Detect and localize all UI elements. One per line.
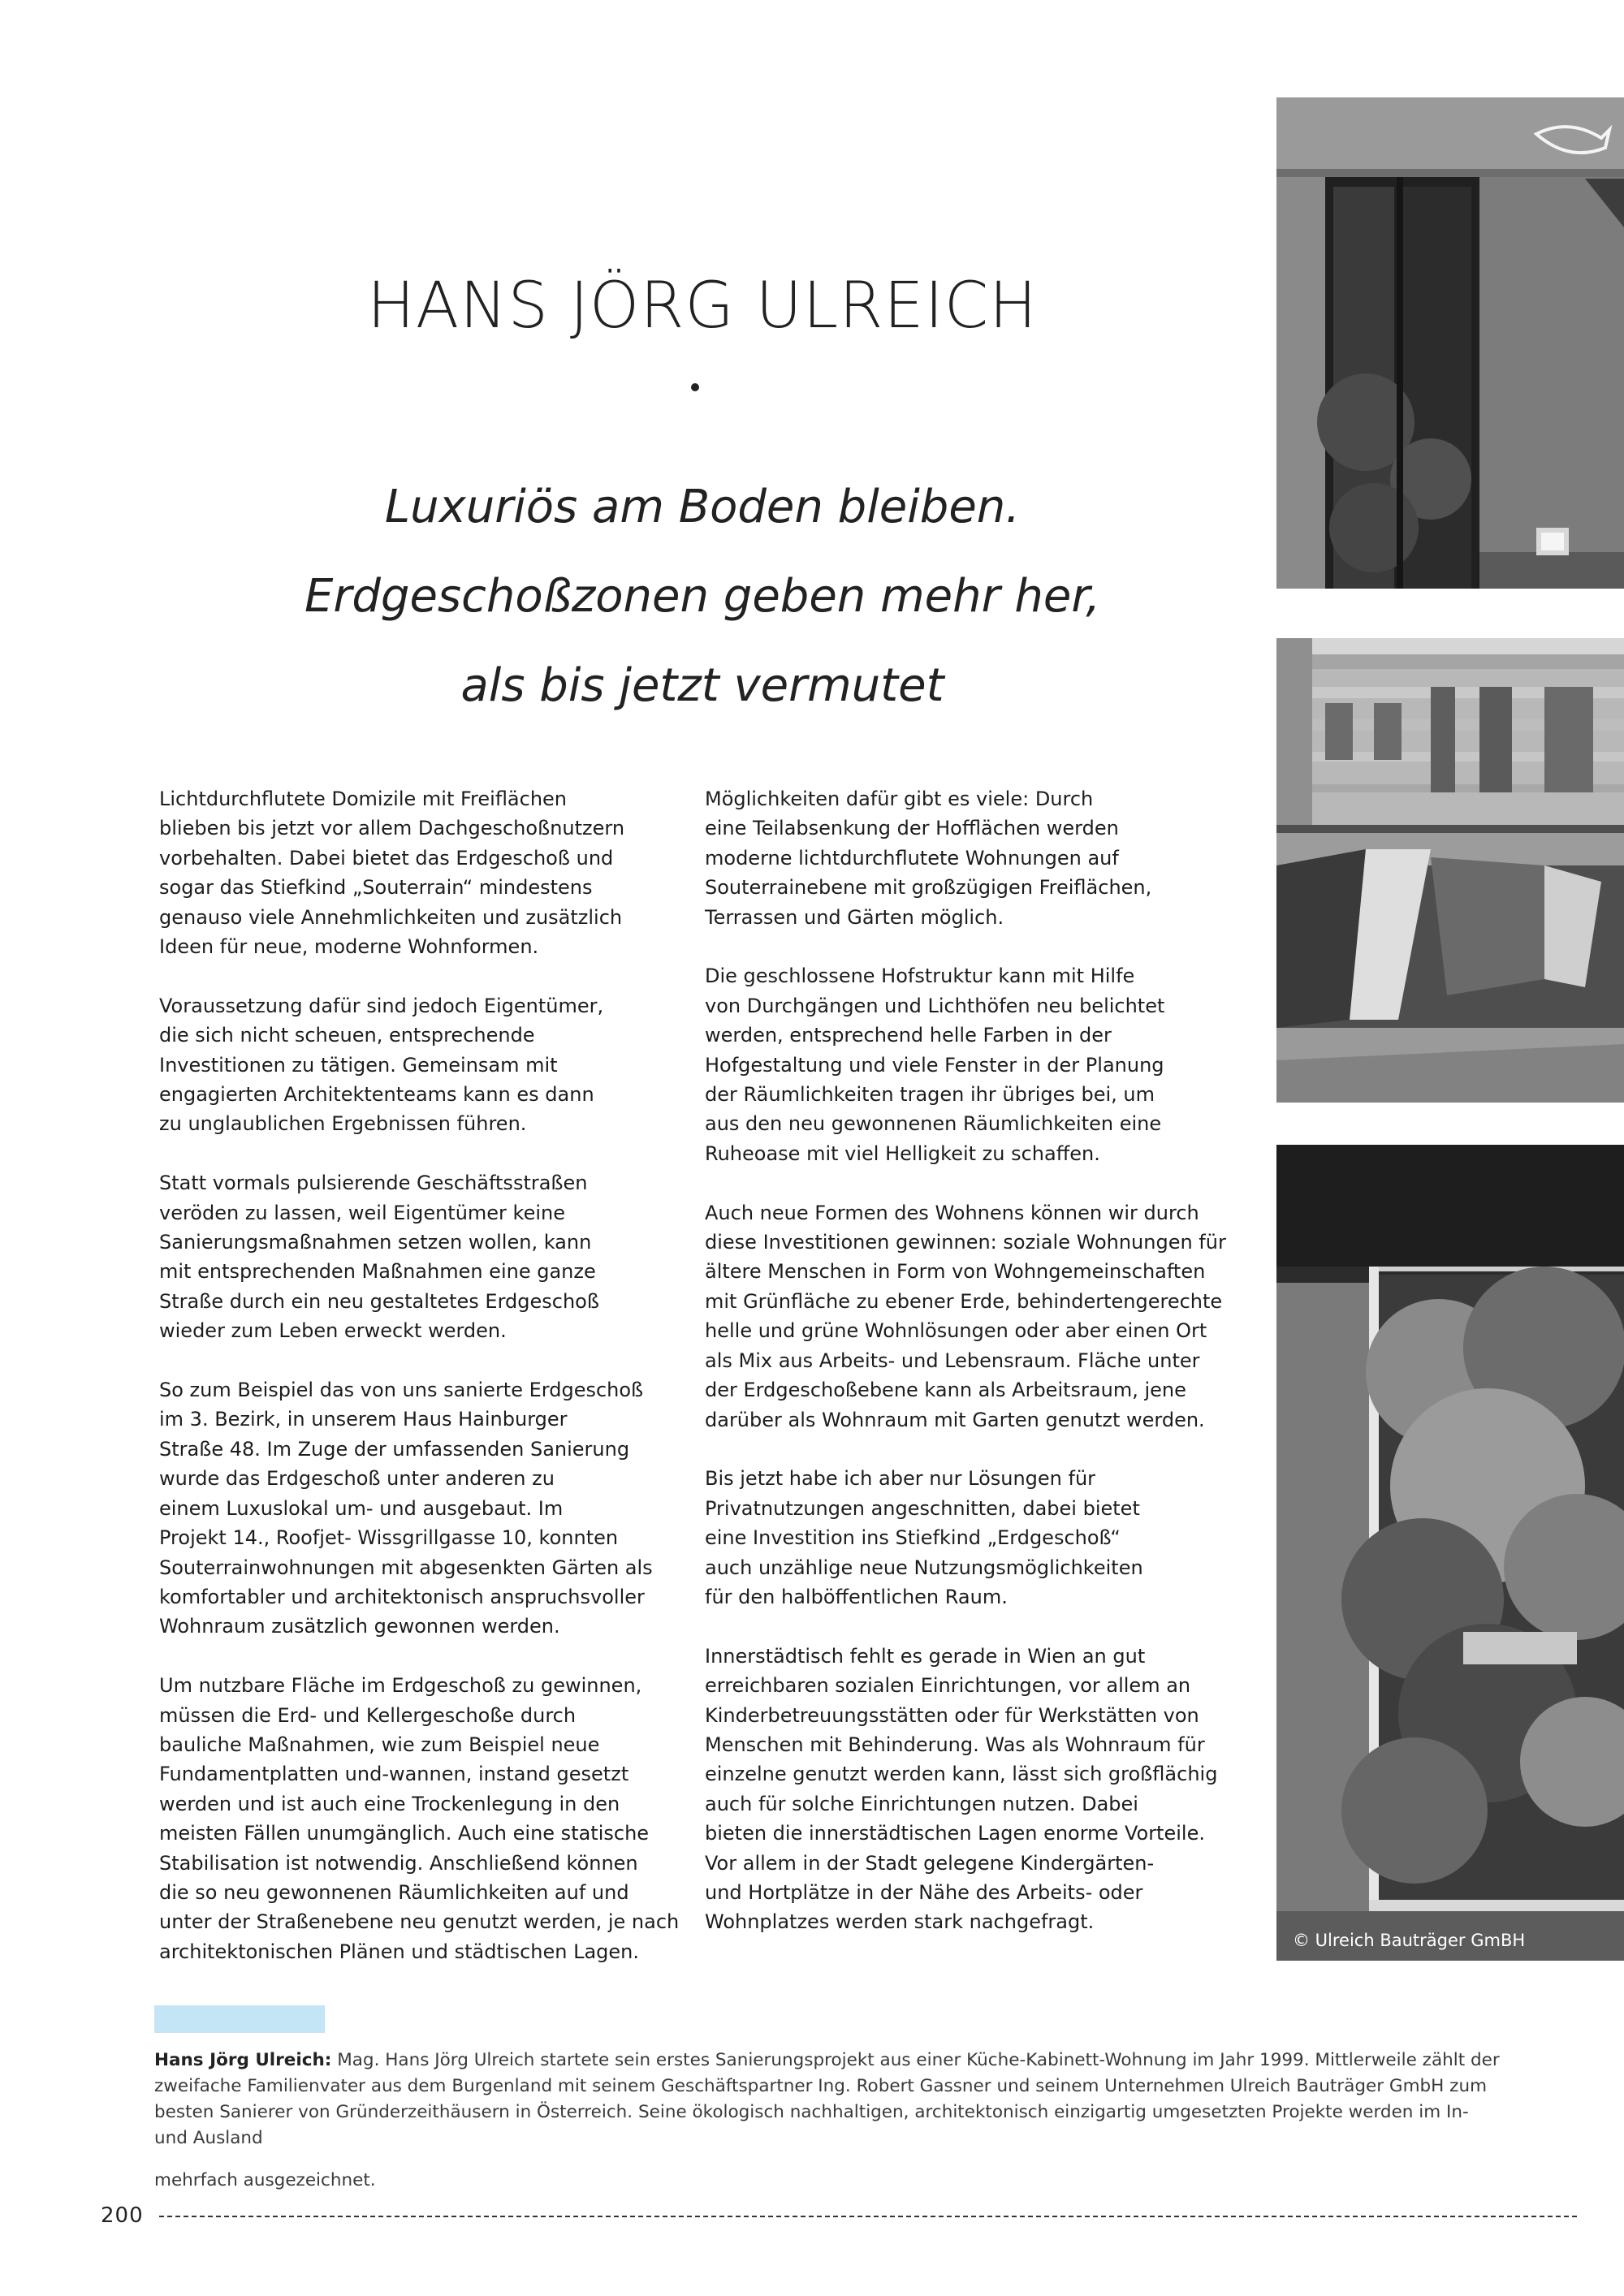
garden-window-photo [1276,1145,1624,1961]
paragraph: So zum Beispiel das von uns sanierte Erdgeschoß im 3. Bezirk, in unserem Haus Hainburger Straße 48. Im Zuge der umfassenden Sanierung wurde das Erdgeschoß unter anderen zu einem Luxuslokal um- und ausgebaut. Im Projekt 14., Roofjet- Wissgrillgasse 10, konnten Souterrainwohnungen mit abgesenkten Gärten als komfortabler und architektonisch anspruchsvoller Wohnraum zusätzlich gewonnen werden. [159,1379,653,1638]
paragraph: Bis jetzt habe ich aber nur Lösungen für Privatnutzungen angeschnitten, dabei bietet eine Investition ins Stiefkind „Erdgeschoß“ auch unzählige neue Nutzungsmöglichkeiten für den halböffentlichen Raum. [705,1467,1143,1608]
footer-dashed-rule [159,2216,1577,2217]
paragraph: Statt vormals pulsierende Geschäftsstraßen veröden zu lassen, weil Eigentümer keine Sanierungsmaßnahmen setzen wollen, kann mit entsprechenden Maßnahmen eine ganze Straße durch ein neu gestaltetes Erdgeschoß wieder zum Leben erweckt werden. [159,1172,599,1343]
paragraph: Möglichkeiten dafür gibt es viele: Durch eine Teilabsenkung der Hofflächen werden moderne lichtdurchflutete Wohnungen auf Souterrainebene mit großzügigen Freiflächen, Terrassen und Gärten möglich. [705,788,1152,929]
title-dot [691,383,699,391]
paragraph: Um nutzbare Fläche im Erdgeschoß zu gewinnen, müssen die Erd- und Kellergeschoße durch bauliche Maßnahmen, wie zum Beispiel neue Fundamentplatten und-wannen, instand gesetzt werden und ist auch eine Trockenlegung in den meisten Fällen unumgänglich. Auch eine statische Stabilisation ist notwendig. Anschließend können die so neu gewonnenen Räumlichkeiten auf und unter der Straßenebene neu genutzt werden, je nach architektonischen Plänen und städtischen Lagen. [159,1674,680,1963]
bio-name: Hans Jörg Ulreich: [154,2050,332,2070]
storefront-door-photo [1276,97,1624,589]
accent-bar [154,2005,325,2033]
subtitle [162,463,1242,731]
paragraph: Die geschlossene Hofstruktur kann mit Hilfe von Durchgängen und Lichthöfen neu belichtet werden, entsprechend helle Farben in der Hofgestaltung und viele Fenster in der Planung der Räumlichkeiten tragen ihr übriges bei, um aus den neu gewonnenen Räumlichkeiten eine Ruheoase mit viel Helligkeit zu schaffen. [705,965,1165,1165]
paragraph: Voraussetzung dafür sind jedoch Eigentümer, die sich nicht scheuen, entsprechende Investitionen zu tätigen. Gemeinsam mit engagierten Architektenteams kann es dann zu unglaublichen Ergebnissen führen. [159,994,604,1136]
subtitle-line: als bis jetzt vermutet [460,659,944,712]
paragraph: Lichtdurchflutete Domizile mit Freiflächen blieben bis jetzt vor allem Dachgeschoßnutzern vorbehalten. Dabei bietet das Erdgeschoß und sogar das Stiefkind „Souterrain“ mindestens genauso viele Annehmlichkeiten und zusätzlich Ideen für neue, moderne Wohnformen. [159,788,625,959]
facade-basement-photo [1276,638,1624,1103]
page-title: HANS JÖRG ULREICH [367,270,1038,343]
article-left-column [159,784,744,1996]
page-number: 200 [101,2203,144,2228]
bio-text: Mag. Hans Jörg Ulreich startete sein erstes Sanierungsprojekt aus einer Küche-Kabinett-Wohnung im Jahr 1999. Mittlerweile zählt der zweifache Familienvater aus dem Burgenland mit seinem Geschäftspartner Ing. Robert Gassner und seinem Unternehmen Ulreich Bauträger GmbH zum besten Sanierer von Gründerzeithäusern in Österreich. Seine ökologisch nachhaltigen, architektonisch einzigartig umgesetzten Projekte werden im In- und Ausland [154,2050,1500,2148]
paragraph: Innerstädtisch fehlt es gerade in Wien an gut erreichbaren sozialen Einrichtungen, vor allem an Kinderbetreuungsstätten oder für Werkstätten von Menschen mit Behinderung. Was als Wohnraum für einzelne genutzt werden kann, lässt sich großflächig auch für solche Einrichtungen nutzen. Dabei bieten die innerstädtischen Lagen enorme Vorteile. Vor allem in der Stadt gelegene Kindergärten- und Hortplätze in der Nähe des Arbeits- oder Wohnplatzes werden stark nachgefragt. [705,1644,1218,1934]
subtitle-line: Erdgeschoßzonen geben mehr her, [304,570,1101,623]
paragraph: Auch neue Formen des Wohnens können wir durch diese Investitionen gewinnen: soziale Wohnungen für ältere Menschen in Form von Wohngemeinschaften mit Grünfläche zu ebener Erde, behindertengerechte helle und grüne Wohnlösungen oder aber einen Ort als Mix aus Arbeits- und Lebensraum. Fläche unter der Erdgeschoßebene kann als Arbeitsraum, jene darüber als Wohnraum mit Garten genutzt werden. [705,1201,1226,1431]
photo-credit: © Ulreich Bauträger GmBH [1293,1931,1526,1950]
article-right-column [705,784,1289,1966]
author-bio [154,2048,1502,2194]
subtitle-line: Luxuriös am Boden bleiben. [384,481,1021,533]
bio-text-end: mehrfach ausgezeichnet. [154,2170,376,2190]
